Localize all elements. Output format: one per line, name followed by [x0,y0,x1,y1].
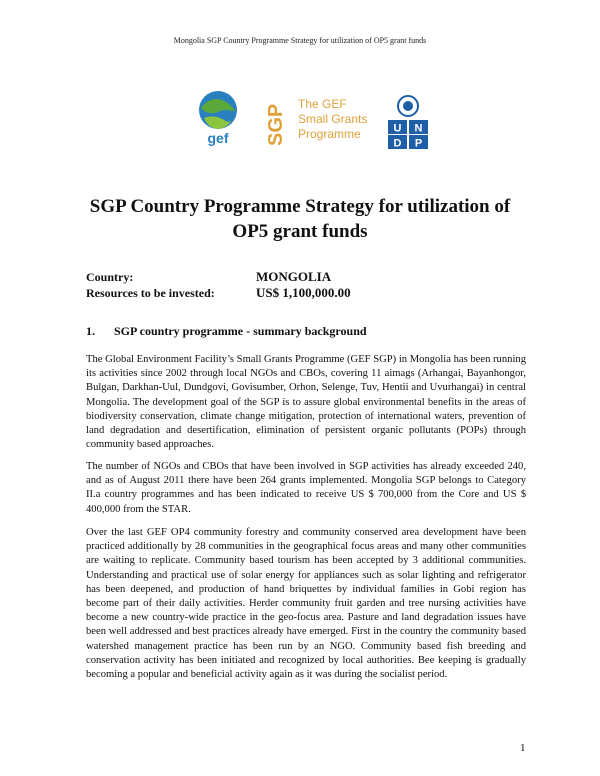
un-emblem-center [403,101,413,111]
sgp-logo-line-3: Programme [298,127,361,141]
undp-logo [386,94,430,150]
undp-letter-p: P [414,137,423,150]
undp-letter-n: N [414,122,423,135]
sgp-logo [265,94,368,150]
country-label: Country: [86,270,134,284]
paragraph-op4-achievements: Over the last GEF OP4 community forestry and community conserved area development have been practiced additionally by 28 communities in the geographical focus areas and many other communities are waiting to replicate. Community based tourism has been accepted by 3 additional communities. Understanding and practical use of solar energy for appliances such as solar lighting and refrigerator has been deepened, and production of hand briquettes by individual families in Gobi region has become part of their daily activities. Herder community fruit garden and tree nursing activities have become a new country-wide practice in the geo-focus area. Pasture and land degradation issues have been well addressed and best practices already have emerged. First in the country the community based watershed management practice has been run by an NGO. Community based fish breeding and conservation activity has been initiated and recognized by local authorities. Bee keeping is gradually becoming a popular and beneficial activity again as it was during the socialist period. [86,527,526,681]
undp-letter-u: U [393,122,402,135]
section-number: 1. [86,324,95,338]
country-value: MONGOLIA [256,269,332,284]
gef-logo-text: gef [207,130,229,146]
resources-field [86,285,351,301]
document-title: SGP Country Programme Strategy for utilization of OP5 grant funds [89,196,511,242]
sgp-logo-line-1: The GEF [298,97,347,111]
page-number: 1 [520,742,526,754]
gef-logo [192,88,244,148]
section-title: SGP country programme - summary background [114,324,367,338]
sgp-logo-line-2: Small Grants [298,112,368,126]
paragraph-background: The Global Environment Facility’s Small Grants Programme (GEF SGP) in Mongolia has been running its activities since 2002 through local NGOs and CBOs, covering 11 aimags (Arhangai, Bayanhongor, Bulgan, Darkhan-Uul, Dundgovi, Govisumber, Orhon, Selenge, Tuv, Hentii and Uvurhangai) in central Mongolia. The development goal of the SGP is to assure global environmental benefits in the areas of biodiversity conservation, climate change mitigation, protection of international waters, prevention of land degradation and desertification, elimination of persistent organic pollutants (POPs) through community based approaches. [86,354,526,451]
country-field [86,269,331,285]
resources-value: US$ 1,100,000.00 [256,285,351,300]
section-heading [86,324,367,339]
running-header: Mongolia SGP Country Programme Strategy for utilization of OP5 grant funds [173,36,427,45]
undp-letter-d: D [393,137,402,150]
paragraph-grants: The number of NGOs and CBOs that have been involved in SGP activities has already exceeded 240, and as of August 2011 there have been 264 grants implemented. Mongolia SGP belongs to Category II.a country programmes and has been indicated to receive US $ 700,000 from the Core and US $ 400,000 from the STAR. [86,461,526,515]
sgp-logo-letters: SGP [265,103,287,146]
resources-label: Resources to be invested: [86,286,215,300]
logo-bar [0,88,600,148]
